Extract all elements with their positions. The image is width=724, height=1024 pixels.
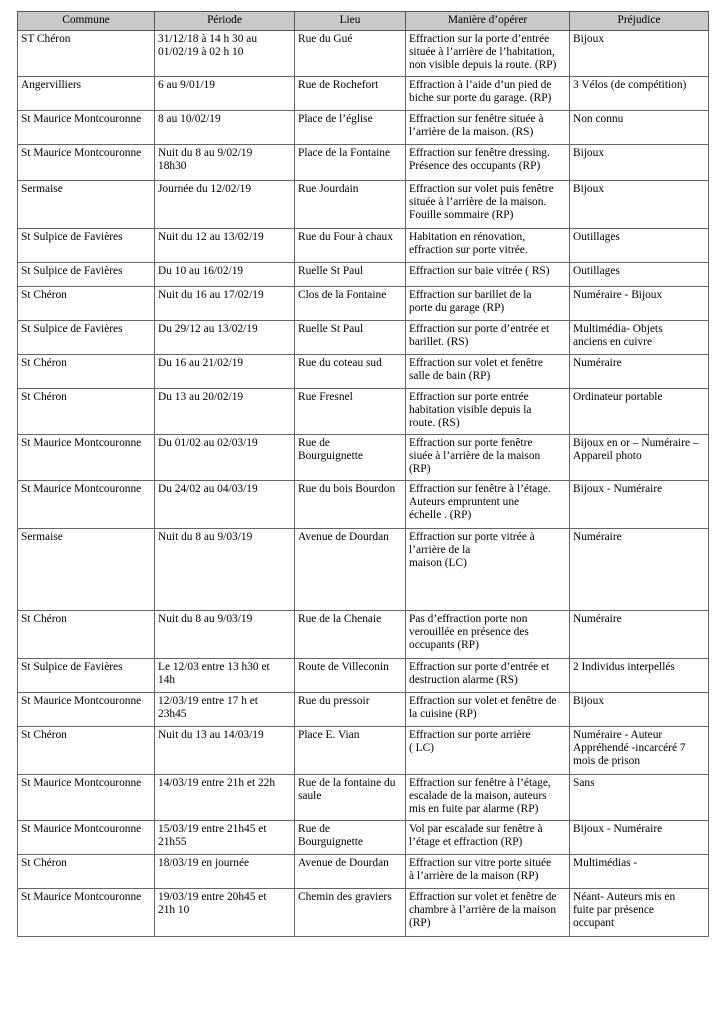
cell-periode: Nuit du 8 au 9/02/19 18h30	[155, 145, 295, 181]
cell-prejudice: Sans	[570, 775, 709, 821]
table-row	[18, 821, 709, 855]
cell-prejudice: Numéraire	[570, 355, 709, 389]
table-header-row	[18, 12, 709, 31]
cell-lieu: Rue Fresnel	[295, 389, 406, 435]
cell-maniere: Effraction sur porte d’entrée et destruction alarme (RS)	[406, 659, 570, 693]
cell-periode: 14/03/19 entre 21h et 22h	[155, 775, 295, 821]
cell-lieu: Ruelle St Paul	[295, 321, 406, 355]
cell-lieu: Rue Jourdain	[295, 181, 406, 229]
cell-lieu: Rue du Gué	[295, 31, 406, 77]
cell-periode: 19/03/19 entre 20h45 et 21h 10	[155, 889, 295, 937]
cell-lieu: Rue de Bourguignette	[295, 435, 406, 481]
table-row	[18, 181, 709, 229]
table-row	[18, 229, 709, 263]
cell-commune: Sermaise	[18, 181, 155, 229]
table-row	[18, 775, 709, 821]
table-row	[18, 389, 709, 435]
cell-periode: Journée du 12/02/19	[155, 181, 295, 229]
cell-commune: St Sulpice de Favières	[18, 263, 155, 287]
table-row	[18, 77, 709, 111]
cell-maniere: Effraction sur volet et fenêtre de la cuisine (RP)	[406, 693, 570, 727]
cell-commune: St Chéron	[18, 611, 155, 659]
table-row	[18, 481, 709, 529]
cell-commune: Angervilliers	[18, 77, 155, 111]
cell-periode: Du 24/02 au 04/03/19	[155, 481, 295, 529]
cell-periode: Le 12/03 entre 13 h30 et 14h	[155, 659, 295, 693]
cell-periode: Nuit du 12 au 13/02/19	[155, 229, 295, 263]
cell-prejudice: Bijoux	[570, 181, 709, 229]
cell-prejudice: Ordinateur portable	[570, 389, 709, 435]
cell-maniere: Effraction sur barillet de la porte du garage (RP)	[406, 287, 570, 321]
table-row	[18, 321, 709, 355]
cell-maniere: Effraction sur fenêtre à l’étage. Auteurs empruntent une échelle . (RP)	[406, 481, 570, 529]
cell-maniere: Effraction sur fenêtre dressing. Présence des occupants (RP)	[406, 145, 570, 181]
cell-prejudice: Numéraire	[570, 529, 709, 611]
cell-prejudice: Numéraire - Bijoux	[570, 287, 709, 321]
cell-maniere: Effraction sur la porte d’entrée située à l’arrière de l’habitation, non visible depuis la route. (RP)	[406, 31, 570, 77]
cell-commune: Sermaise	[18, 529, 155, 611]
cell-maniere: Effraction sur fenêtre à l’étage, escalade de la maison, auteurs mis en fuite par alarme (RP)	[406, 775, 570, 821]
cell-maniere: Vol par escalade sur fenêtre à l’étage et effraction (RP)	[406, 821, 570, 855]
cell-maniere: Effraction sur vitre porte située à l’arrière de la maison (RP)	[406, 855, 570, 889]
cell-commune: St Maurice Montcouronne	[18, 693, 155, 727]
cell-periode: Nuit du 13 au 14/03/19	[155, 727, 295, 775]
cell-prejudice: Multimédia- Objets anciens en cuivre	[570, 321, 709, 355]
cell-periode: Du 13 au 20/02/19	[155, 389, 295, 435]
cell-prejudice: Bijoux	[570, 145, 709, 181]
cell-commune: St Maurice Montcouronne	[18, 821, 155, 855]
cell-lieu: Rue de Rochefort	[295, 77, 406, 111]
cell-periode: Nuit du 16 au 17/02/19	[155, 287, 295, 321]
cell-commune: St Chéron	[18, 855, 155, 889]
cell-prejudice: Numéraire - Auteur Appréhendé -incarcéré 7 mois de prison	[570, 727, 709, 775]
cell-commune: St Chéron	[18, 287, 155, 321]
header-lieu: Lieu	[295, 12, 406, 31]
cell-commune: St Sulpice de Favières	[18, 229, 155, 263]
header-maniere: Manière d’opérer	[406, 12, 570, 31]
cell-prejudice: Bijoux	[570, 31, 709, 77]
table-row	[18, 287, 709, 321]
cell-lieu: Place de l’église	[295, 111, 406, 145]
cell-lieu: Rue de la fontaine du saule	[295, 775, 406, 821]
cell-lieu: Rue de la Chenaie	[295, 611, 406, 659]
cell-periode: 12/03/19 entre 17 h et 23h45	[155, 693, 295, 727]
cell-commune: St Sulpice de Favières	[18, 321, 155, 355]
cell-commune: St Maurice Montcouronne	[18, 775, 155, 821]
cell-prejudice: Outillages	[570, 263, 709, 287]
cell-periode: Nuit du 8 au 9/03/19	[155, 529, 295, 611]
cell-commune: St Maurice Montcouronne	[18, 145, 155, 181]
cell-lieu: Route de Villeconin	[295, 659, 406, 693]
cell-maniere: Effraction sur porte arrière ( LC)	[406, 727, 570, 775]
cell-periode: 18/03/19 en journée	[155, 855, 295, 889]
cell-lieu: Clos de la Fontaine	[295, 287, 406, 321]
cell-lieu: Rue du Four à chaux	[295, 229, 406, 263]
cell-periode: 31/12/18 à 14 h 30 au 01/02/19 à 02 h 10	[155, 31, 295, 77]
cell-periode: Du 29/12 au 13/02/19	[155, 321, 295, 355]
cell-prejudice: Numéraire	[570, 611, 709, 659]
table-row	[18, 435, 709, 481]
table-row	[18, 855, 709, 889]
table-row	[18, 889, 709, 937]
table-row	[18, 529, 709, 611]
cell-periode: 8 au 10/02/19	[155, 111, 295, 145]
cell-periode: 6 au 9/01/19	[155, 77, 295, 111]
cell-periode: Du 10 au 16/02/19	[155, 263, 295, 287]
header-prejudice: Préjudice	[570, 12, 709, 31]
table-row	[18, 693, 709, 727]
cell-maniere: Effraction sur porte fenêtre siuée à l’arrière de la maison (RP)	[406, 435, 570, 481]
cell-prejudice: Multimédias -	[570, 855, 709, 889]
cell-prejudice: Bijoux - Numéraire	[570, 821, 709, 855]
cell-maniere: Effraction à l’aide d’un pied de biche sur porte du garage. (RP)	[406, 77, 570, 111]
cell-maniere: Effraction sur volet et fenêtre salle de bain (RP)	[406, 355, 570, 389]
cell-prejudice: Bijoux en or – Numéraire – Appareil photo	[570, 435, 709, 481]
cell-prejudice: Non connu	[570, 111, 709, 145]
cell-lieu: Rue de Bourguignette	[295, 821, 406, 855]
cell-maniere: Effraction sur volet et fenêtre de chambre à l’arrière de la maison (RP)	[406, 889, 570, 937]
cell-commune: St Maurice Montcouronne	[18, 111, 155, 145]
cell-commune: St Maurice Montcouronne	[18, 481, 155, 529]
cell-prejudice: Néant- Auteurs mis en fuite par présence occupant	[570, 889, 709, 937]
cell-commune: St Sulpice de Favières	[18, 659, 155, 693]
cell-lieu: Avenue de Dourdan	[295, 855, 406, 889]
table-row	[18, 31, 709, 77]
cell-lieu: Place de la Fontaine	[295, 145, 406, 181]
cell-periode: Du 01/02 au 02/03/19	[155, 435, 295, 481]
cell-maniere: Effraction sur porte vitrée à l’arrière de la maison (LC)	[406, 529, 570, 611]
header-commune: Commune	[18, 12, 155, 31]
cell-maniere: Habitation en rénovation, effraction sur porte vitrée.	[406, 229, 570, 263]
cell-commune: ST Chéron	[18, 31, 155, 77]
document-page	[17, 11, 708, 937]
table-row	[18, 111, 709, 145]
table-body	[18, 31, 709, 937]
burglary-table	[17, 11, 709, 937]
cell-commune: St Chéron	[18, 389, 155, 435]
cell-prejudice: Bijoux	[570, 693, 709, 727]
header-periode: Période	[155, 12, 295, 31]
cell-prejudice: Bijoux - Numéraire	[570, 481, 709, 529]
cell-maniere: Effraction sur fenêtre située à l’arrière de la maison. (RS)	[406, 111, 570, 145]
table-row	[18, 145, 709, 181]
cell-commune: St Maurice Montcouronne	[18, 435, 155, 481]
cell-lieu: Avenue de Dourdan	[295, 529, 406, 611]
cell-prejudice: Outillages	[570, 229, 709, 263]
cell-maniere: Effraction sur porte d’entrée et barillet. (RS)	[406, 321, 570, 355]
table-row	[18, 355, 709, 389]
cell-maniere: Effraction sur volet puis fenêtre située à l’arrière de la maison. Fouille sommaire (RP)	[406, 181, 570, 229]
cell-commune: St Chéron	[18, 727, 155, 775]
cell-periode: Du 16 au 21/02/19	[155, 355, 295, 389]
cell-periode: 15/03/19 entre 21h45 et 21h55	[155, 821, 295, 855]
cell-maniere: Effraction sur baie vitrée ( RS)	[406, 263, 570, 287]
cell-prejudice: 2 Individus interpellés	[570, 659, 709, 693]
cell-commune: St Chéron	[18, 355, 155, 389]
cell-lieu: Chemin des graviers	[295, 889, 406, 937]
cell-lieu: Rue du bois Bourdon	[295, 481, 406, 529]
cell-maniere: Effraction sur porte entrée habitation visible depuis la route. (RS)	[406, 389, 570, 435]
cell-maniere: Pas d’effraction porte non verouillée en présence des occupants (RP)	[406, 611, 570, 659]
cell-prejudice: 3 Vélos (de compétition)	[570, 77, 709, 111]
cell-periode: Nuit du 8 au 9/03/19	[155, 611, 295, 659]
cell-lieu: Place E. Vian	[295, 727, 406, 775]
cell-commune: St Maurice Montcouronne	[18, 889, 155, 937]
cell-lieu: Rue du pressoir	[295, 693, 406, 727]
table-row	[18, 659, 709, 693]
table-row	[18, 263, 709, 287]
table-row	[18, 611, 709, 659]
cell-lieu: Rue du coteau sud	[295, 355, 406, 389]
table-row	[18, 727, 709, 775]
cell-lieu: Ruelle St Paul	[295, 263, 406, 287]
